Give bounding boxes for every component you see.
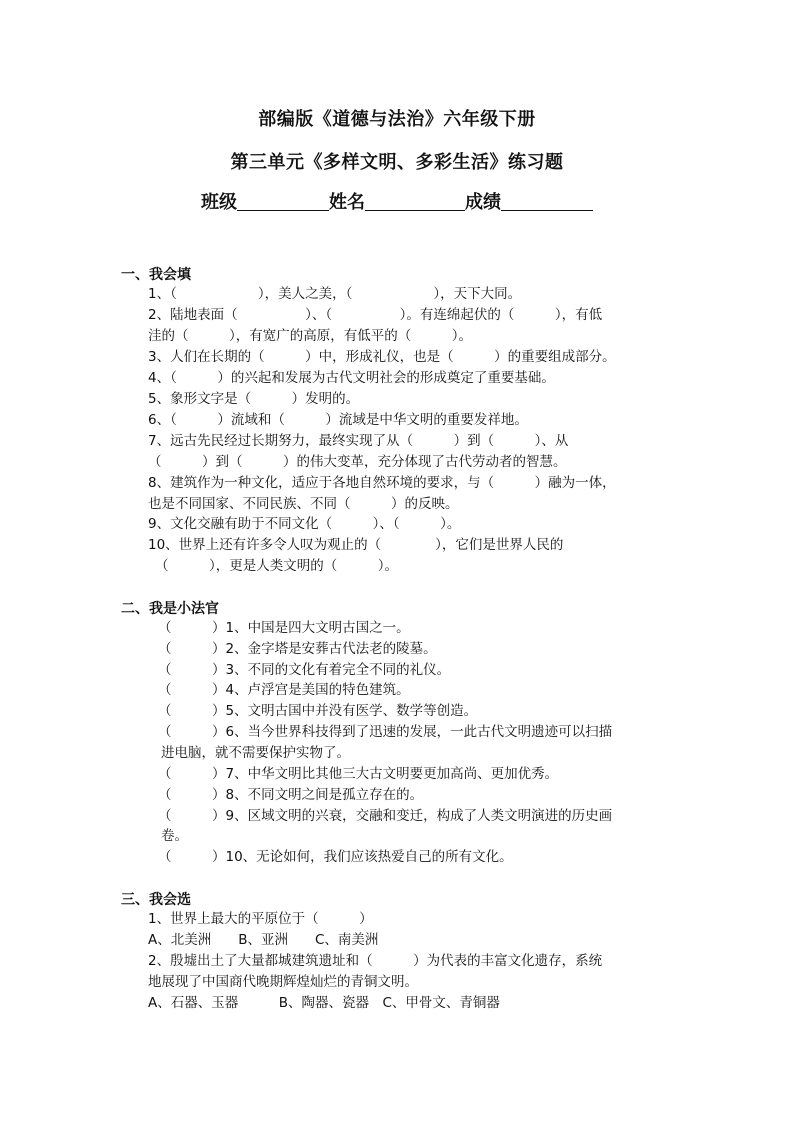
question-line: 10、世界上还有许多令人叹为观止的（ ），它们是世界人民的 (148, 537, 564, 553)
choice-options: A、北美洲 B、亚洲 C、南美洲 (148, 932, 379, 948)
question-line: 1、（ ），美人之美，（ ），天下大同。 (148, 286, 522, 302)
score-label: 成绩 (465, 192, 501, 213)
name-label: 姓名 (329, 192, 365, 213)
document-title: 部编版《道德与法治》六年级下册 (258, 109, 536, 130)
choice-question: 地展现了中国商代晚期辉煌灿烂的青铜文明。 (148, 974, 418, 990)
section-heading-choose: 三、我会选 (121, 892, 191, 908)
question-line: 8、建筑作为一种文化，适应于各地自然环境的要求，与（ ）融为一体， (148, 475, 616, 491)
judge-line: （ ）1、中国是四大文明古国之一。 (158, 620, 410, 636)
question-line: 3、人们在长期的（ ）中，形成礼仪，也是（ ）的重要组成部分。 (148, 349, 616, 365)
question-line: 2、陆地表面（ ）、（ ）。有连绵起伏的（ ），有低 (148, 307, 603, 323)
choice-question: 2、殷墟出土了大量都城建筑遗址和（ ）为代表的丰富文化遗存，系统 (148, 953, 603, 969)
class-blank[interactable] (237, 192, 329, 211)
judge-line: （ ）4、卢浮宫是美国的特色建筑。 (158, 682, 410, 698)
judge-line: （ ）9、区域文明的兴衰，交融和变迁，构成了人类文明演进的历史画 (158, 808, 613, 824)
question-line: 9、文化交融有助于不同文化（ ）、（ ）。 (148, 516, 461, 532)
question-line: 4、（ ）的兴起和发展为古代文明社会的形成奠定了重要基础。 (148, 370, 555, 386)
name-blank[interactable] (365, 192, 465, 211)
question-line: 7、远古先民经过长期努力，最终实现了从（ ）到（ ）、从 (148, 433, 569, 449)
choice-options: A、石器、玉器 B、陶器、瓷器 C、甲骨文、青铜器 (148, 995, 500, 1011)
question-line: 5、象形文字是（ ）发明的。 (148, 391, 360, 407)
score-blank[interactable] (501, 192, 593, 211)
question-line: 6、（ ）流域和（ ）流域是中华文明的重要发祥地。 (148, 412, 528, 428)
judge-line: 卷。 (161, 828, 188, 844)
judge-line: （ ）8、不同文明之间是孤立存在的。 (158, 787, 424, 803)
class-label: 班级 (201, 192, 237, 213)
judge-line: （ ）2、金字塔是安葬古代法老的陵墓。 (158, 641, 437, 657)
judge-line: （ ）10、无论如何，我们应该热爱自己的所有文化。 (158, 849, 513, 865)
section-heading-fill: 一、我会填 (121, 267, 191, 283)
student-info-row (0, 188, 794, 214)
question-line: 也是不同国家、不同民族、不同（ ）的反映。 (148, 496, 459, 512)
question-line: 洼的（ ），有宽广的高原，有低平的（ ）。 (148, 328, 472, 344)
judge-line: （ ）6、当今世界科技得到了迅速的发展，一此古代文明遗迹可以扫描 (158, 724, 613, 740)
judge-line: 进电脑，就不需要保护实物了。 (161, 745, 350, 761)
judge-line: （ ）7、中华文明比其他三大古文明要更加高尚、更加优秀。 (158, 766, 559, 782)
question-line: （ ），更是人类文明的（ ）。 (155, 558, 398, 574)
document-subtitle: 第三单元《多样文明、多彩生活》练习题 (230, 152, 564, 173)
section-heading-judge: 二、我是小法官 (121, 601, 219, 617)
judge-line: （ ）3、不同的文化有着完全不同的礼仪。 (158, 662, 451, 678)
question-line: （ ）到（ ）的伟大变革，充分体现了古代劳动者的智慧。 (148, 454, 567, 470)
judge-line: （ ）5、文明古国中并没有医学、数学等创造。 (158, 703, 478, 719)
choice-question: 1、世界上最大的平原位于（ ） (148, 911, 373, 927)
